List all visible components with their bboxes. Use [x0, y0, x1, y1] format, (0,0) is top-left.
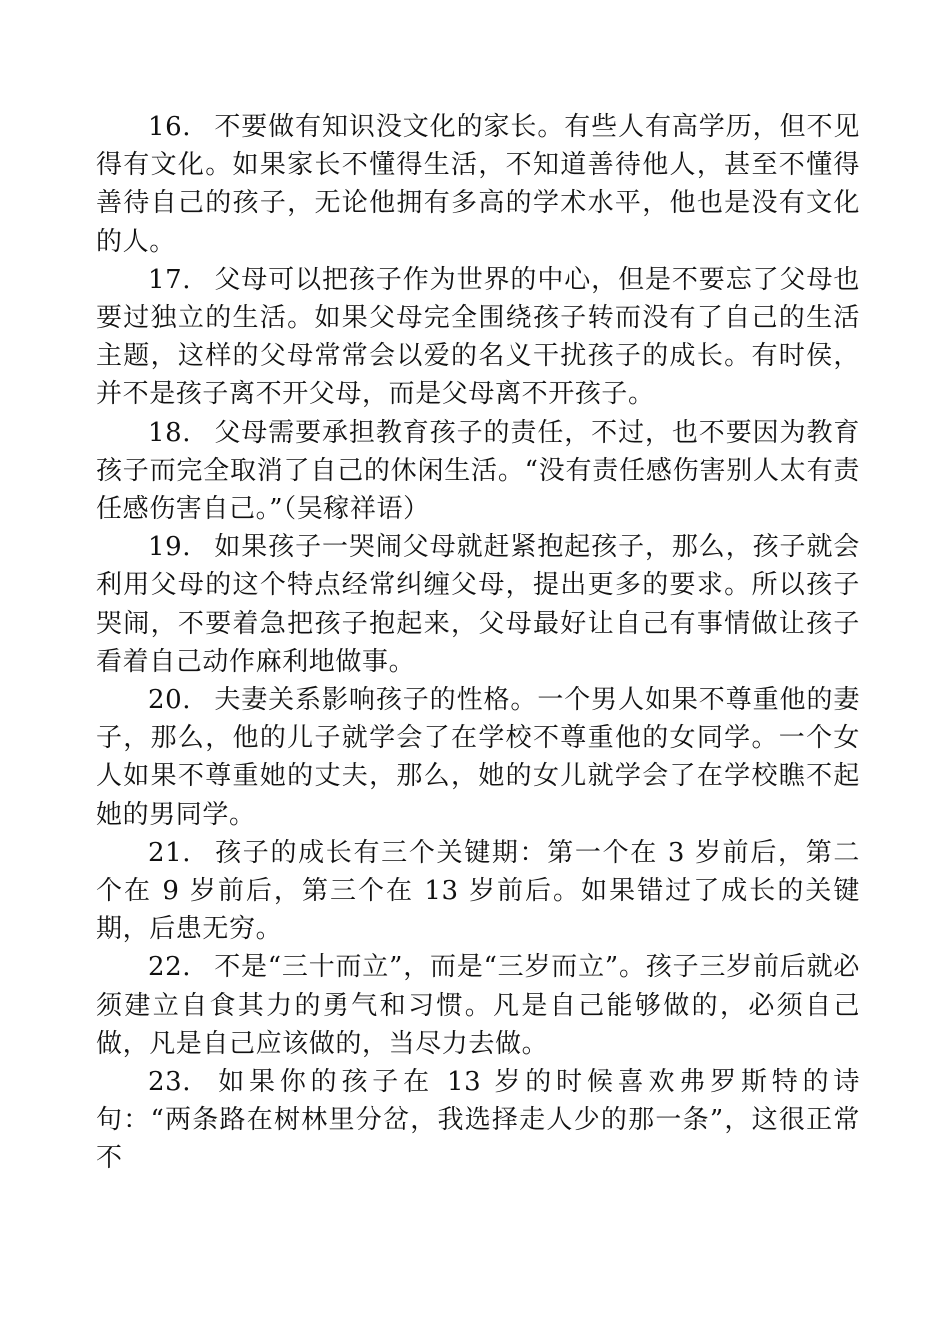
document-body: [96, 108, 860, 1178]
paragraph-number: 16.: [148, 112, 192, 142]
paragraph-text: 孩子的成长有三个关键期：第一个在 3 岁前后，第二个在 9 岁前后，第三个在 13 岁前后。如果错过了成长的关键期，后患无穷。: [96, 837, 860, 945]
paragraph-text: 夫妻关系影响孩子的性格。一个男人如果不尊重他的妻子，那么，他的儿子就学会了在学校不尊重他的女同学。一个女人如果不尊重她的丈夫，那么，她的女儿就学会了在学校瞧不起她的男同学。: [96, 685, 860, 830]
paragraph-18: [96, 414, 860, 529]
paragraph-number: 21.: [148, 837, 192, 868]
paragraph-number: 23.: [148, 1067, 192, 1098]
paragraph-22: [96, 948, 860, 1063]
paragraph-text: 如果你的孩子在 13 岁的时候喜欢弗罗斯特的诗句：“两条路在树林里分岔，我选择走人少的那一条”，这很正常不: [96, 1067, 860, 1174]
paragraph-text: 如果孩子一哭闹父母就赶紧抱起孩子，那么，孩子就会利用父母的这个特点经常纠缠父母，提出更多的要求。所以孩子哭闹，不要着急把孩子抱起来，父母最好让自己有事情做让孩子看着自己动作麻利地做事。: [96, 532, 860, 677]
paragraph-16: [96, 108, 860, 261]
paragraph-23: [96, 1063, 860, 1178]
paragraph-20: [96, 681, 860, 834]
paragraph-number: 18.: [148, 417, 192, 448]
paragraph-21: [96, 834, 860, 949]
paragraph-19: [96, 528, 860, 681]
paragraph-number: 19.: [148, 532, 192, 563]
paragraph-number: 17.: [148, 264, 192, 295]
paragraph-number: 20.: [148, 685, 192, 716]
paragraph-text: 父母需要承担教育孩子的责任，不过，也不要因为教育孩子而完全取消了自己的休闲生活。“没有责任感伤害别人太有责任感伤害自己。”（吴稼祥语）: [96, 417, 860, 525]
paragraph-17: [96, 261, 860, 414]
paragraph-text: 不是“三十而立”，而是“三岁而立”。孩子三岁前后就必须建立自食其力的勇气和习惯。凡是自己能够做的，必须自己做，凡是自己应该做的，当尽力去做。: [96, 952, 860, 1059]
paragraph-text: 父母可以把孩子作为世界的中心，但是不要忘了父母也要过独立的生活。如果父母完全围绕孩子转而没有了自己的生活主题，这样的父母常常会以爱的名义干扰孩子的成长。有时侯，并不是孩子离不开父母，而是父母离不开孩子。: [96, 264, 860, 410]
paragraph-number: 22.: [148, 952, 192, 983]
paragraph-text: 不要做有知识没文化的家长。有些人有高学历，但不见得有文化。如果家长不懂得生活，不知道善待他人，甚至不懂得善待自己的孩子，无论他拥有多高的学术水平，他也是没有文化的人。: [96, 112, 860, 257]
